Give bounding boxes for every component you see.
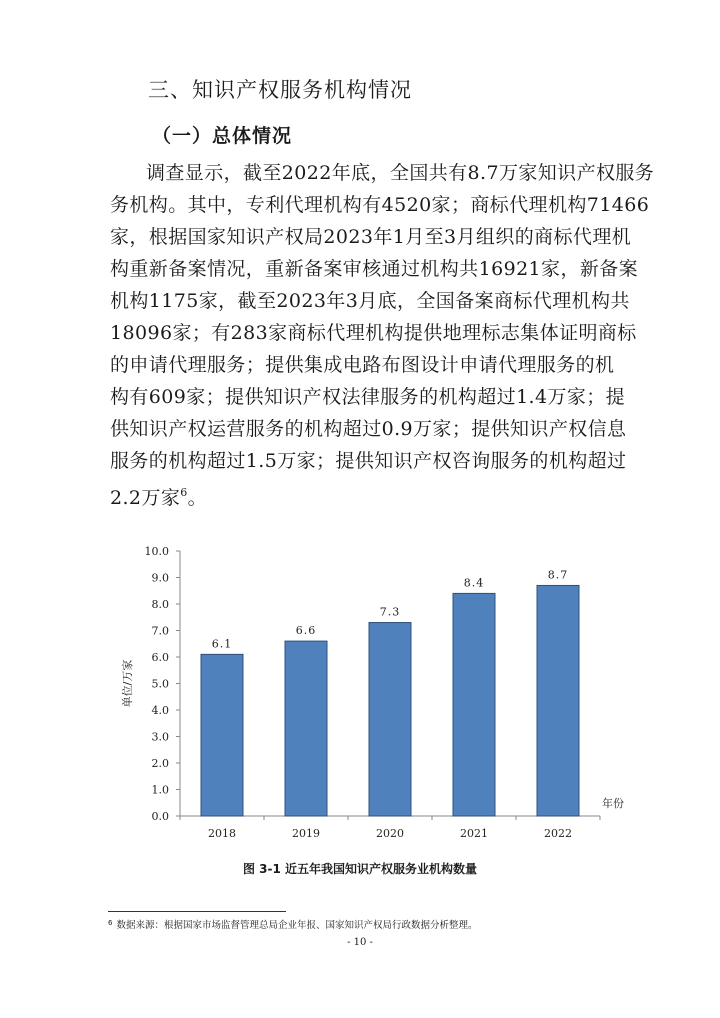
y-tick-label: 9.0 (151, 571, 169, 585)
last-line-text: 2.2万家 (110, 487, 181, 509)
paragraph-line: 机构1175家，截至2023年3月底，全国备案商标代理机构共 (110, 290, 630, 312)
page-number: - 10 - (347, 937, 373, 948)
figure-caption: 图 3-1 近五年我国知识产权服务业机构数量 (242, 862, 478, 876)
paragraph-line: 供知识产权运营服务的机构超过0.9万家；提供知识产权信息 (110, 418, 627, 440)
bar (369, 623, 411, 816)
bar-value-label: 6.1 (211, 637, 233, 651)
y-tick-label: 4.0 (151, 704, 169, 717)
bar-value-label: 6.6 (295, 624, 317, 638)
section-heading: 三、知识产权服务机构情况 (148, 78, 412, 102)
x-tick-label: 2021 (460, 827, 488, 838)
y-axis-title: 单位/万家 (121, 659, 134, 708)
body-paragraph (110, 157, 655, 509)
x-axis-title: 年份 (602, 797, 624, 810)
y-tick-label: 3.0 (151, 730, 169, 744)
paragraph-line: 家，根据国家知识产权局2023年1月至3月组织的商标代理机 (110, 226, 632, 248)
y-tick-label: 10.0 (144, 545, 169, 558)
x-tick-label: 2019 (292, 827, 320, 838)
footnote-divider (108, 911, 286, 912)
bar-value-label: 8.7 (547, 568, 569, 582)
paragraph-line: 务机构。其中，专利代理机构有4520家；商标代理机构71466 (110, 194, 650, 216)
paragraph-line: 服务的机构超过1.5万家；提供知识产权咨询服务的机构超过 (110, 450, 627, 472)
paragraph-line-last (110, 477, 615, 509)
x-tick-label: 2018 (208, 827, 236, 838)
x-tick-label: 2022 (544, 827, 572, 838)
bar (537, 585, 579, 816)
paragraph-line: 调查显示，截至2022年底，全国共有8.7万家知识产权服务 (146, 162, 655, 184)
sub-heading: （一）总体情况 (152, 125, 293, 147)
bar (285, 641, 327, 816)
y-tick-label: 2.0 (151, 757, 169, 770)
footnote (108, 917, 477, 931)
y-tick-label: 0.0 (151, 810, 169, 823)
bar (453, 593, 495, 816)
footnote-text: 数据来源：根据国家市场监督管理总局企业年报、国家知识产权局行政数据分析整理。 (116, 920, 478, 931)
paragraph-line: 的申请代理服务；提供集成电路布图设计申请代理服务的机 (110, 354, 615, 376)
y-tick-label: 7.0 (151, 624, 169, 638)
y-tick-label: 5.0 (151, 677, 169, 691)
paragraph-line: 构有609家；提供知识产权法律服务的机构超过1.4万家；提 (110, 386, 626, 408)
footnote-marker[interactable]: 6 (180, 486, 188, 499)
paragraph-line: 构重新备案情况，重新备案审核通过机构共16921家，新备案 (110, 258, 639, 280)
footnote-number: 6 (108, 919, 113, 927)
period-mark: 。 (187, 487, 208, 509)
paragraph-line: 18096家；有283家商标代理机构提供地理标志集体证明商标 (110, 322, 637, 344)
bar-chart (105, 538, 625, 838)
bar-value-label: 8.4 (463, 576, 485, 590)
x-tick-label: 2020 (376, 827, 404, 838)
bar-value-label: 7.3 (379, 605, 401, 619)
y-tick-label: 6.0 (151, 651, 169, 664)
bar-chart-svg (105, 538, 625, 838)
y-tick-label: 8.0 (151, 598, 169, 611)
bar (201, 654, 243, 816)
y-tick-label: 1.0 (151, 783, 169, 797)
